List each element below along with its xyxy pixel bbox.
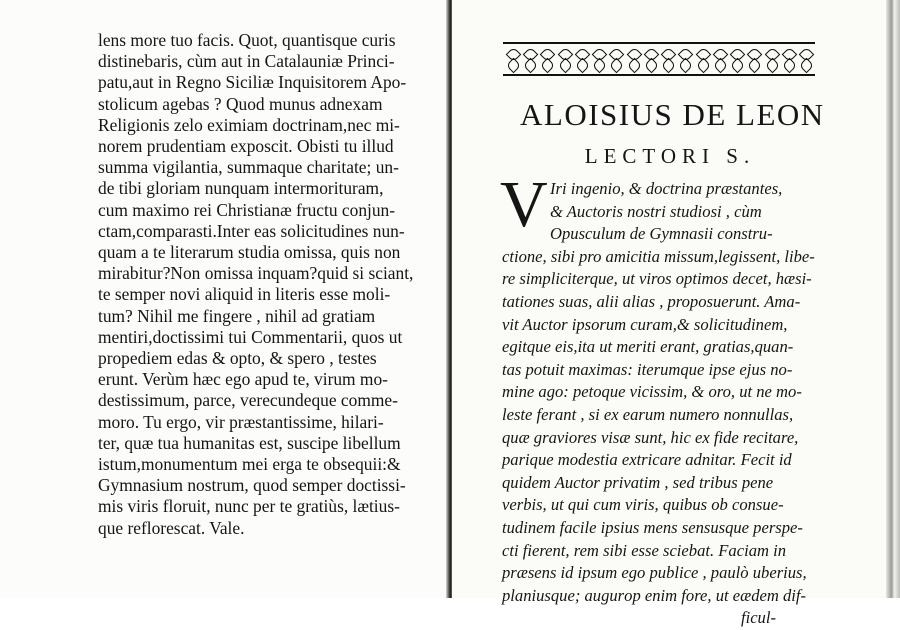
- page-title: ALOISIUS DE LEON: [520, 97, 825, 132]
- ornament-motif: [626, 46, 641, 72]
- text-line: egitque eis,ita ut meriti erant, gratias,quan-: [502, 337, 794, 357]
- text-line: tum? Nihil me fingere , nihil ad gratiam: [98, 305, 376, 326]
- text-line: que reflorescat. Vale.: [98, 517, 245, 538]
- text-line: stolicum agebas ? Quod munus adnexam: [98, 93, 383, 114]
- text-line: lens more tuo facis. Quot, quantisque curis: [98, 30, 396, 50]
- text-line: Gymnasium nostrum, quod semper doctissi-: [98, 475, 406, 496]
- right-page-edge: [886, 0, 900, 598]
- text-line: destissimum, parce, verecundeque comme-: [98, 390, 398, 411]
- right-page-text: [502, 178, 832, 630]
- text-line: moro. Tu ergo, vir præstantissime, hilari-: [98, 411, 384, 432]
- text-line: ficul-: [740, 608, 776, 628]
- text-line: propediem edas & opto, & spero , testes: [98, 348, 377, 369]
- text-line: præsens id ipsum ego publice , paulò uberius,: [502, 563, 807, 583]
- text-line: ter, quæ tua humanitas est, suscipe libellum: [98, 432, 401, 453]
- left-page-text: [98, 30, 434, 539]
- text-line: leste ferant , si ex earum numero nonnullas,: [502, 404, 794, 424]
- text-line: cti fierent, rem sibi esse sciebat. Faciam in: [502, 540, 787, 560]
- text-line: istum,monumentum mei erga te obsequii:&: [98, 454, 401, 475]
- ornament-motif: [695, 46, 710, 72]
- ornament-motif: [764, 46, 779, 72]
- ornament-motif: [643, 46, 658, 72]
- text-line: re simpliciterque, ut viros optimos decet, hæsi-: [502, 269, 812, 289]
- ornament-motif: [608, 46, 623, 72]
- text-line: de tibi gloriam nunquam intermorituram,: [98, 178, 384, 199]
- drop-cap: V: [500, 168, 548, 241]
- text-line: Iri ingenio, & doctrina præstantes,: [550, 179, 783, 198]
- text-line: mis viris floruit, nunc per te gratiùs, lætius-: [98, 496, 400, 517]
- text-line: Religionis zelo eximiam doctrinam,nec mi-: [98, 114, 400, 135]
- ornament-motif: [660, 46, 675, 72]
- text-line: vit Auctor ipsorum curam,& solicitudinem,: [502, 314, 788, 334]
- ornament-motif: [591, 46, 606, 72]
- page-subtitle: LECTORI S.: [584, 144, 756, 168]
- ornament-motif: [539, 46, 554, 72]
- text-line: tas potuit maximas: iterumque ipse ejus no-: [502, 359, 793, 379]
- left-page: [0, 0, 448, 598]
- text-line: distinebaris, cùm aut in Catalauniæ Princi-: [98, 51, 395, 72]
- text-line: ctione, sibi pro amicitia missum,legissent, libe-: [502, 246, 815, 266]
- headpiece-ornament: [503, 42, 815, 76]
- text-line: parique modestia extricare adnitar. Fecit id: [502, 450, 792, 470]
- ornament-motif: [522, 46, 537, 72]
- text-line: tudinem facile ipsius mens sensusque perspe-: [502, 517, 803, 537]
- text-line: mine ago: petoque vicissim, & oro, ut ne mo-: [502, 382, 802, 402]
- text-line: erunt. Verùm hæc ego apud te, virum mo-: [98, 369, 388, 390]
- text-line: ctam,comparasti.Inter eas solicitudines nun-: [98, 220, 405, 241]
- text-line: cum maximo rei Christianæ fructu conjun-: [98, 199, 396, 220]
- ornament-motif: [729, 46, 744, 72]
- text-line: summa vigilantia, summaque charitate; un-: [98, 157, 399, 178]
- text-line: quidem Auctor privatim , sed tribus pene: [502, 472, 774, 492]
- ornament-motif: [505, 46, 520, 72]
- text-line: mentiri,doctissimi tui Commentarii, quos ut: [98, 326, 403, 347]
- text-line: te semper novi aliquid in literis esse moli-: [98, 284, 391, 305]
- text-line: & Auctoris nostri studiosi , cùm: [550, 201, 762, 221]
- text-line: planiusque; augurор enim fore, ut eædem dif-: [502, 585, 807, 605]
- ornament-motif: [746, 46, 761, 72]
- text-line: quæ graviores visæ sunt, hic ex fide recitare,: [502, 427, 799, 447]
- text-line: mirabitur?Non omissa inquam?quid si sciant,: [98, 263, 414, 284]
- text-line: norem prudentiam exposcit. Obisti tu illud: [98, 136, 394, 157]
- text-line: Opusculum de Gymnasii constru-: [550, 224, 773, 244]
- ornament-motif: [781, 46, 796, 72]
- text-line: verbis, ut qui cum viris, quibus ob consue-: [502, 495, 784, 515]
- text-line: tationes suas, alii alias , proposuerunt. Ama-: [502, 291, 801, 311]
- ornament-motif: [574, 46, 589, 72]
- ornament-motif: [712, 46, 727, 72]
- ornament-motif: [677, 46, 692, 72]
- ornament-motif: [557, 46, 572, 72]
- text-line: patu,aut in Regno Siciliæ Inquisitorem Apo-: [98, 72, 407, 93]
- text-line: quam a te literarum studia omissa, quis non: [98, 242, 401, 263]
- ornament-motif: [798, 46, 813, 72]
